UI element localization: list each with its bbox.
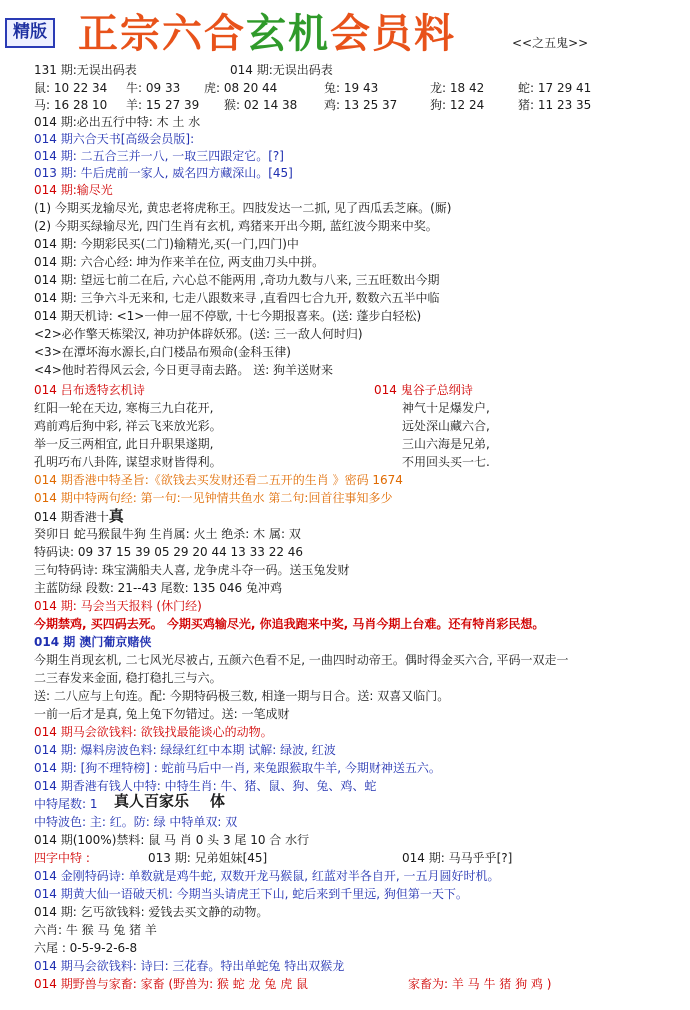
title-part-1: 正宗六合 bbox=[78, 10, 246, 57]
hk-ten-line bbox=[34, 508, 124, 525]
heart-sutra-line: 014 期: 六合心经: 坤为作来羊在位, 两支曲刀头中拼。 bbox=[34, 255, 325, 269]
macau-line-2: 二三春发来金面, 稳打稳扎三与六。 bbox=[34, 671, 222, 685]
zodiac-horse: 马: 16 28 10 bbox=[34, 98, 108, 112]
heaven-book-014: 014 期: 二五合三并一八, 一取三四跟定它。[?] bbox=[34, 149, 284, 163]
heaven-book-heading: 014 期六合天书[高级会员版]: bbox=[34, 132, 195, 146]
guiguzi-poem-line-4: 不用回头买一七. bbox=[402, 455, 490, 469]
zodiac-ox: 牛: 09 33 bbox=[126, 81, 181, 95]
jockey-poem-line: 014 期马会欲钱料: 诗曰: 三花春。特出单蛇兔 特出双猴龙 bbox=[34, 959, 345, 973]
guiguzi-poem-line-3: 三山六海是兄弟, bbox=[402, 437, 490, 451]
wave-color-line: 中特波色: 主: 红。防: 绿 中特单双: 双 bbox=[34, 815, 238, 829]
lubu-poem-line-1: 红阳一轮在天边, 寒梅三九白花开, bbox=[34, 401, 214, 415]
tail-number-label: 中特尾数: 1 bbox=[34, 797, 98, 811]
lose-all-line-3: 014 期: 今期彩民买(二门)输精光,买(一门,四门)中 bbox=[34, 237, 299, 251]
code-table-heading-014: 014 期:无误出码表 bbox=[230, 63, 333, 77]
zodiac-rabbit: 兔: 19 43 bbox=[324, 81, 379, 95]
number-verse-line-1: 014 期: 望远七前二在后, 六心总不能两用 ,奇功九数与八来, 三五旺数出今期 bbox=[34, 273, 440, 287]
six-tail-line: 六尾 : 0-5-9-2-6-8 bbox=[34, 941, 138, 955]
zodiac-dog: 狗: 12 24 bbox=[430, 98, 485, 112]
banned-items-line: 014 期(100%)禁料: 鼠 马 肖 0 头 3 尾 10 合 水行 bbox=[34, 833, 310, 847]
special-code-line: 特码诀: 09 37 15 39 05 29 20 44 13 33 22 46 bbox=[34, 545, 304, 559]
number-verse-line-2: 014 期: 三争六斗无来和, 七走八跟数来寻 ,直看四七合九开, 数数六五半中临 bbox=[34, 291, 440, 305]
code-table-heading-row bbox=[34, 62, 333, 79]
zodiac-pig: 猪: 11 23 35 bbox=[518, 98, 592, 112]
hk-ten-label: 014 期香港十 bbox=[34, 510, 109, 524]
guiguzi-poem-line-1: 神气十足爆发户, bbox=[402, 401, 490, 415]
jockey-money-line: 014 期马会欲钱料: 欲钱找最能谈心的动物。 bbox=[34, 725, 273, 739]
guiguzi-poem-title: 014 鬼谷子总纲诗 bbox=[374, 383, 473, 397]
page-subtitle: <<之五鬼>> bbox=[512, 36, 589, 50]
title-part-2: 玄机 bbox=[246, 10, 330, 57]
two-sentence-line: 014 期中特两句经: 第一句:一见钟情共鱼水 第二句:回首往事知多少 bbox=[34, 491, 393, 505]
six-zodiac-line: 六肖: 牛 猴 马 兔 猪 羊 bbox=[34, 923, 157, 937]
zodiac-rat: 鼠: 10 22 34 bbox=[34, 81, 108, 95]
lubu-poem-line-3: 举一反三两相宜, 此日升职果遂期, bbox=[34, 437, 214, 451]
four-word-014: 014 期: 马马乎乎[?] bbox=[402, 851, 513, 865]
lubu-poem-line-2: 鸡前鸡后狗中彩, 祥云飞来放光彩。 bbox=[34, 419, 222, 433]
baccarat-overlay: 真人百家乐 bbox=[114, 792, 190, 810]
zodiac-monkey: 猴: 02 14 38 bbox=[224, 98, 298, 112]
five-elements-line: 014 期:必出五行中特: 木 土 水 bbox=[34, 115, 201, 129]
tail-number-line bbox=[34, 792, 226, 813]
three-verse-line: 三句特码诗: 珠宝满船夫人喜, 龙争虎斗夺一码。送玉兔发财 bbox=[34, 563, 350, 577]
lubu-poem-line-4: 孔明巧布八卦阵, 谋望求财皆得利。 bbox=[34, 455, 222, 469]
zodiac-goat: 羊: 15 27 39 bbox=[126, 98, 200, 112]
four-word-label: 四字中特 : bbox=[34, 851, 90, 865]
heaven-book-013: 013 期: 牛后虎前一家人, 威名四方藏深山。[45] bbox=[34, 166, 293, 180]
guiguzi-poem-line-2: 远处深山藏六合, bbox=[402, 419, 490, 433]
edition-badge: 精版 bbox=[5, 18, 55, 48]
oracle-poem-line-4: <4>他时若得风云会, 今日更寻南去路。 送: 狗羊送财来 bbox=[34, 363, 334, 377]
macau-heading: 014 期 澳门葡京赌侠 bbox=[34, 635, 152, 649]
rich-man-line: 014 期香港有钱人中特: 中特生肖: 牛、猪、鼠、狗、兔、鸡、蛇 bbox=[34, 779, 377, 793]
oracle-poem-line-1: 014 期天机诗: <1>一伸一屈不停歇, 十七今期报喜来。(送: 蓬步白轻松) bbox=[34, 309, 422, 323]
oracle-poem-line-3: <3>在潭坏海水源长,白门楼品布殒命(金科玉律) bbox=[34, 345, 291, 359]
beggar-line: 014 期: 乞丐欲钱料: 爱钱去买文静的动物。 bbox=[34, 905, 269, 919]
hk-decree-line: 014 期香港中特圣旨:《欲钱去买发财还看二五开的生肖 》密码 1674 bbox=[34, 473, 403, 487]
macau-line-3: 送: 二八应与上句连。配: 今期特码极三数, 相逢一期与日合。送: 双喜又临门。 bbox=[34, 689, 450, 703]
code-table-heading-131: 131 期:无误出码表 bbox=[34, 63, 137, 77]
zodiac-rooster: 鸡: 13 25 37 bbox=[324, 98, 398, 112]
lubu-poem-title: 014 吕布透特玄机诗 bbox=[34, 383, 145, 397]
lose-all-heading: 014 期:输尽光 bbox=[34, 183, 113, 197]
wong-tai-sin-line: 014 期黄大仙一语破天机: 今期当头请虎王下山, 蛇后来到千里远, 狗但第一天下。 bbox=[34, 887, 468, 901]
beasts-livestock-line bbox=[34, 976, 552, 993]
lose-all-line-1: (1) 今期买龙输尽光, 黄忠老将虎称王。四肢发达一二抓, 见了西瓜丢芝麻。(厮) bbox=[34, 201, 452, 215]
livestock-label: 家畜为: 羊 马 牛 猪 狗 鸡 ) bbox=[408, 977, 552, 991]
blue-green-line: 主蓝防绿 段数: 21--43 尾数: 135 046 兔冲鸡 bbox=[34, 581, 282, 595]
page-title bbox=[78, 2, 456, 59]
guimao-day-line: 癸卯日 蛇马猴鼠牛狗 生肖属: 火土 绝杀: 木 属: 双 bbox=[34, 527, 301, 541]
beasts-label: 014 期野兽与家畜: 家畜 (野兽为: 猴 蛇 龙 兔 虎 鼠 bbox=[34, 977, 309, 991]
macau-line-4: 一前一后才是真, 兔上兔下勿错过。送: 一笔成财 bbox=[34, 707, 290, 721]
goubuli-line: 014 期: [狗不理特榜] : 蛇前马后中一肖, 来兔跟猴取牛羊, 今期财神送五六。 bbox=[34, 761, 441, 775]
title-part-3: 会员料 bbox=[330, 10, 456, 57]
vajra-poem-line: 014 金刚特码诗: 单数就是鸡牛蛇, 双数开龙马猴鼠, 红蓝对半各自开, 一五月圆好时机。 bbox=[34, 869, 500, 883]
oracle-poem-line-2: <2>必作擎天栋梁汉, 神功护体辟妖邪。(送: 三一敌人何时归) bbox=[34, 327, 363, 341]
four-word-013: 013 期: 兄弟姐妹[45] bbox=[148, 851, 268, 865]
lose-all-line-2: (2) 今期买绿输尽光, 四门生肖有玄机, 鸡猪来开出今期, 蓝红波今期来中奖。 bbox=[34, 219, 438, 233]
baccarat-overlay-suffix: 体 bbox=[210, 792, 226, 810]
macau-line-1: 今期生肖现玄机, 二七风光尽被占, 五颜六色看不足, 一曲四时动帝王。偶时得金买六合, 平码一双走一 bbox=[34, 653, 569, 667]
color-leak-line: 014 期: 爆料房波色料: 绿绿红红中本期 试解: 绿波, 红波 bbox=[34, 743, 336, 757]
zodiac-snake: 蛇: 17 29 41 bbox=[518, 81, 592, 95]
banned-rooster-line: 今期禁鸡, 买四码去死。 今期买鸡输尽光, 你追我跑来中奖, 马肖今期上台难。还有特肖彩民想。 bbox=[34, 617, 545, 631]
jockey-club-heading: 014 期: 马会当天报料 (休门经) bbox=[34, 599, 202, 613]
zodiac-dragon: 龙: 18 42 bbox=[430, 81, 485, 95]
hk-ten-overlay: 真 bbox=[108, 507, 124, 525]
four-word-line bbox=[34, 850, 513, 867]
zodiac-tiger: 虎: 08 20 44 bbox=[204, 81, 278, 95]
